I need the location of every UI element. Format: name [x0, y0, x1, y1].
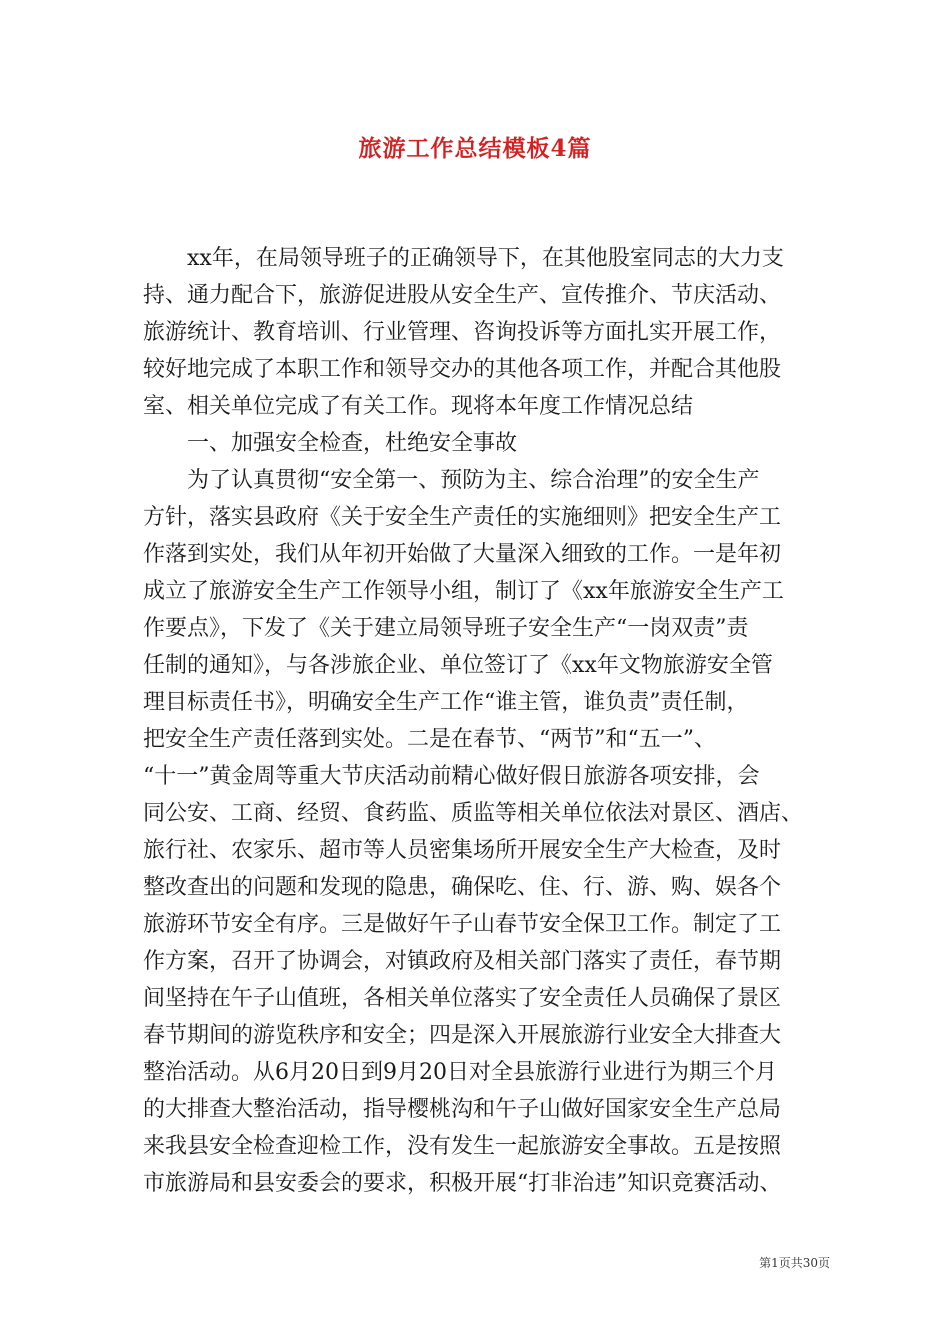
- document-body: [143, 240, 823, 1202]
- body-line: 来我县安全检查迎检工作，没有发生一起旅游安全事故。五是按照: [143, 1134, 782, 1159]
- body-line: 把安全生产责任落到实处。二是在春节、“两节”和“五一”、: [143, 727, 716, 752]
- body-line: 旅行社、农家乐、超市等人员密集场所开展安全生产大检查，及时: [143, 838, 782, 863]
- body-line: 持、通力配合下，旅游促进股从安全生产、宣传推介、节庆活动、: [143, 283, 782, 308]
- body-line: 市旅游局和县安委会的要求，积极开展“打非治违”知识竞赛活动、: [143, 1171, 782, 1196]
- body-line: 的大排查大整治活动，指导樱桃沟和午子山做好国家安全生产总局: [143, 1097, 782, 1122]
- body-line: 任制的通知》，与各涉旅企业、单位签订了《xx年文物旅游安全管: [143, 653, 773, 678]
- body-line: 理目标责任书》，明确安全生产工作“谁主管，谁负责”责任制，: [143, 690, 749, 715]
- body-line: 整改查出的问题和发现的隐患，确保吃、住、行、游、购、娱各个: [143, 875, 782, 900]
- section-heading: 一、加强安全检查，杜绝安全事故: [143, 431, 518, 456]
- body-line: xx年，在局领导班子的正确领导下，在其他股室同志的大力支: [143, 246, 784, 271]
- body-line: 整治活动。从6月20日到9月20日对全县旅游行业进行为期三个月: [143, 1060, 777, 1085]
- body-line: 方针，落实县政府《关于安全生产责任的实施细则》把安全生产工: [143, 505, 782, 530]
- body-line: 间坚持在午子山值班，各相关单位落实了安全责任人员确保了景区: [143, 986, 782, 1011]
- body-line: 作落到实处，我们从年初开始做了大量深入细致的工作。一是年初: [143, 542, 782, 567]
- body-line: 较好地完成了本职工作和领导交办的其他各项工作，并配合其他股: [143, 357, 782, 382]
- body-line: 成立了旅游安全生产工作领导小组，制订了《xx年旅游安全生产工: [143, 579, 784, 604]
- body-line: 旅游环节安全有序。三是做好午子山春节安全保卫工作。制定了工: [143, 912, 782, 937]
- body-line: 作要点》，下发了《关于建立局领导班子安全生产“一岗双责”责: [143, 616, 749, 641]
- body-line: 同公安、工商、经贸、食药监、质监等相关单位依法对景区、酒店、: [143, 801, 804, 826]
- document-title: 旅游工作总结模板4篇: [358, 135, 592, 162]
- body-line: 春节期间的游览秩序和安全；四是深入开展旅游行业安全大排查大: [143, 1023, 782, 1048]
- body-line: 作方案，召开了协调会，对镇政府及相关部门落实了责任，春节期: [143, 949, 782, 974]
- body-line: 室、相关单位完成了有关工作。现将本年度工作情况总结: [143, 394, 694, 419]
- body-line: 为了认真贯彻“安全第一、预防为主、综合治理”的安全生产: [143, 468, 760, 493]
- body-line: 旅游统计、教育培训、行业管理、咨询投诉等方面扎实开展工作，: [143, 320, 782, 345]
- body-line: “十一”黄金周等重大节庆活动前精心做好假日旅游各项安排，会: [143, 764, 760, 789]
- page-number-footer: 第1页共30页: [759, 1256, 830, 1270]
